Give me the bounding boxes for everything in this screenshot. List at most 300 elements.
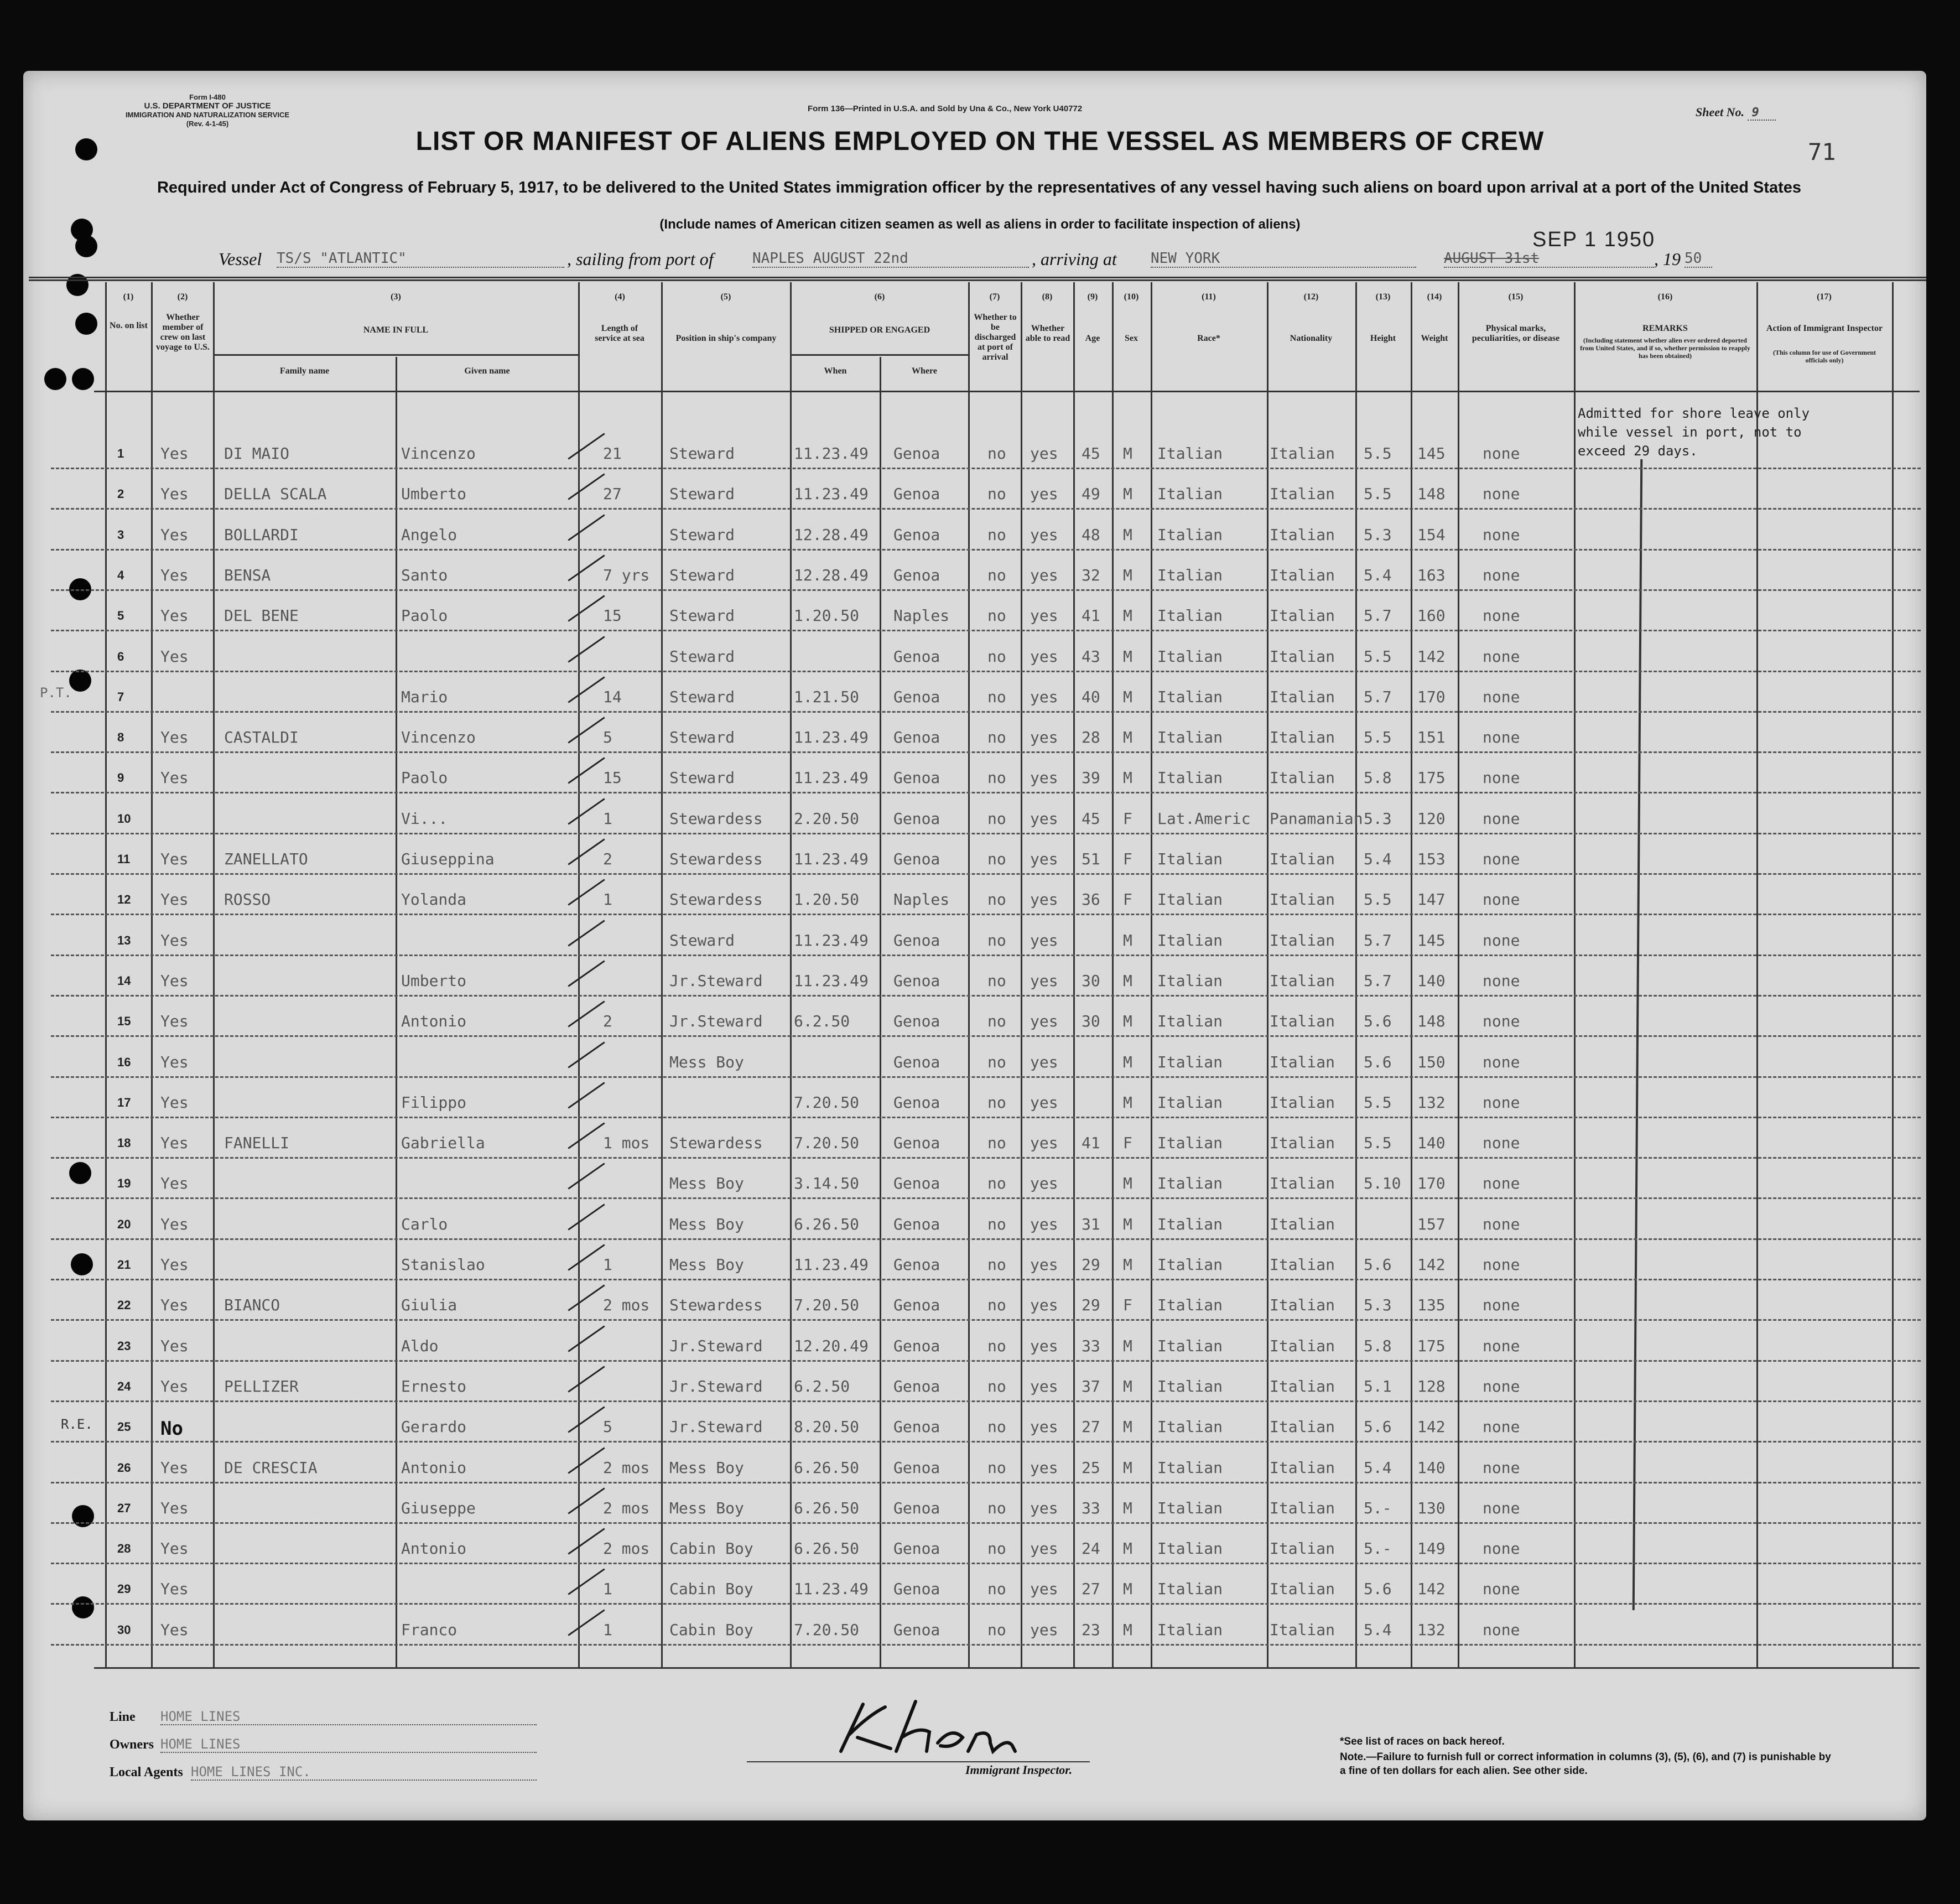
row-rule (51, 914, 1921, 915)
sex-cell: M (1123, 931, 1132, 950)
crew-cell: Yes (160, 566, 189, 584)
row-rule (51, 549, 1921, 551)
col-line (1355, 282, 1357, 1667)
col-num: (5) (720, 292, 731, 302)
row-number: 16 (117, 1055, 131, 1069)
form-id-line: (Rev. 4-1-45) (186, 120, 229, 128)
sex-cell: M (1123, 1498, 1132, 1517)
remarks-line: while vessel in port, not to (1578, 424, 1802, 440)
sex-cell: M (1123, 606, 1132, 625)
weight-cell: 153 (1417, 850, 1446, 868)
shipped-when-cell: 11.23.49 (794, 769, 869, 787)
marks-cell: none (1483, 1580, 1520, 1599)
row-number: 17 (117, 1095, 131, 1109)
sex-cell: M (1123, 1174, 1132, 1193)
race-cell: Italian (1157, 1012, 1223, 1031)
race-cell: Italian (1157, 728, 1223, 747)
shipped-where-cell: Genoa (893, 1134, 940, 1153)
service-cell: 1 (603, 1620, 612, 1639)
weight-cell: 170 (1417, 687, 1446, 706)
discharged-cell: no (987, 444, 1006, 463)
given-name-cell: Vi... (401, 809, 448, 828)
given-name-cell: Antonio (401, 1012, 467, 1031)
given-name-cell: Giuseppe (401, 1498, 476, 1517)
discharged-cell: no (987, 890, 1006, 909)
punch-hole (72, 1505, 94, 1527)
discharged-cell: no (987, 809, 1006, 828)
name-subheader-rule (215, 354, 579, 356)
sex-cell: M (1123, 1336, 1132, 1355)
age-cell: 24 (1082, 1539, 1100, 1558)
marks-cell: none (1483, 1134, 1520, 1153)
weight-cell: 148 (1417, 485, 1446, 504)
shipped-when-cell: 6.26.50 (794, 1539, 860, 1558)
age-cell: 45 (1082, 809, 1100, 828)
sex-cell: M (1123, 1215, 1132, 1233)
nationality-cell: Italian (1270, 769, 1335, 787)
vessel-name: TS/S "ATLANTIC" (277, 250, 564, 268)
weight-cell: 175 (1417, 769, 1446, 787)
sex-cell: M (1123, 728, 1132, 747)
form-id-line: IMMIGRATION AND NATURALIZATION SERVICE (125, 111, 290, 119)
weight-cell: 120 (1417, 809, 1446, 828)
service-cell: 1 (603, 1256, 612, 1274)
row-rule (51, 1522, 1921, 1524)
given-name-cell: Santo (401, 566, 448, 584)
row-rule (51, 671, 1921, 672)
col-header-height: Height (1370, 334, 1396, 343)
height-cell: 5.- (1364, 1539, 1392, 1558)
col-num: (14) (1427, 292, 1442, 302)
page-number: 71 (1808, 138, 1836, 165)
position-cell: Stewardess (669, 809, 763, 828)
crew-cell: Yes (160, 1215, 189, 1233)
nationality-cell: Italian (1270, 1134, 1335, 1153)
given-name-cell: Antonio (401, 1539, 467, 1558)
weight-cell: 140 (1417, 1134, 1446, 1153)
age-cell: 29 (1082, 1256, 1100, 1274)
age-cell: 29 (1082, 1296, 1100, 1315)
height-cell: 5.3 (1364, 809, 1392, 828)
shipped-where-cell: Genoa (893, 971, 940, 990)
position-cell: Steward (669, 566, 735, 584)
sheet-number: 9 (1748, 106, 1776, 121)
shipped-when-cell: 11.23.49 (794, 931, 869, 950)
height-cell: 5.10 (1364, 1174, 1401, 1193)
col-line (1458, 282, 1459, 1667)
marks-cell: none (1483, 1012, 1520, 1031)
discharged-cell: no (987, 525, 1006, 544)
read-cell: yes (1030, 809, 1058, 828)
nationality-cell: Italian (1270, 1620, 1335, 1639)
crew-cell: Yes (160, 485, 189, 504)
col-header-position: Position in ship's company (675, 334, 777, 343)
row-number: 19 (117, 1176, 131, 1191)
shipped-where-cell: Genoa (893, 1580, 940, 1599)
col-num: (9) (1087, 292, 1098, 302)
sex-cell: M (1123, 1377, 1132, 1395)
shipped-where-cell: Genoa (893, 485, 940, 504)
col-header-given: Given name (464, 366, 510, 376)
sex-cell: M (1123, 1620, 1132, 1639)
shipped-where-cell: Genoa (893, 809, 940, 828)
height-cell: 5.5 (1364, 890, 1392, 909)
crew-cell: Yes (160, 1539, 189, 1558)
family-name-cell: ROSSO (224, 890, 271, 909)
punch-hole (72, 1596, 94, 1618)
col-header-name: NAME IN FULL (363, 325, 429, 335)
row-rule (51, 468, 1921, 469)
given-name-cell: Giulia (401, 1296, 457, 1315)
marks-cell: none (1483, 1215, 1520, 1233)
age-cell: 40 (1082, 687, 1100, 706)
crew-cell: Yes (160, 1012, 189, 1031)
row-number: 22 (117, 1298, 131, 1312)
sheet-label (1696, 105, 1776, 120)
arriving-at: NEW YORK (1151, 250, 1416, 268)
marks-cell: none (1483, 606, 1520, 625)
crew-cell: Yes (160, 1296, 189, 1315)
marks-cell: none (1483, 809, 1520, 828)
position-cell: Mess Boy (669, 1052, 744, 1071)
sex-cell: F (1123, 1134, 1132, 1153)
shipped-where-cell: Genoa (893, 1458, 940, 1477)
row-number: 11 (117, 852, 131, 866)
discharged-cell: no (987, 1256, 1006, 1274)
position-cell: Jr.Steward (669, 1377, 763, 1395)
position-cell: Stewardess (669, 890, 763, 909)
height-cell: 5.- (1364, 1498, 1392, 1517)
discharged-cell: no (987, 931, 1006, 950)
read-cell: yes (1030, 606, 1058, 625)
shipped-when-cell: 11.23.49 (794, 971, 869, 990)
crew-cell: Yes (160, 1336, 189, 1355)
remarks-line: exceed 29 days. (1578, 443, 1698, 459)
read-cell: yes (1030, 1539, 1058, 1558)
col-header-nationality: Nationality (1290, 334, 1333, 343)
shipped-when-cell: 7.20.50 (794, 1134, 860, 1153)
inspector-label: Immigrant Inspector. (965, 1763, 1073, 1777)
row-number: 24 (117, 1379, 131, 1393)
marks-cell: none (1483, 1539, 1520, 1558)
given-name-cell: Aldo (401, 1336, 439, 1355)
shipped-when-cell: 1.20.50 (794, 890, 860, 909)
row-rule (51, 508, 1921, 510)
weight-cell: 142 (1417, 647, 1446, 666)
age-cell: 28 (1082, 728, 1100, 747)
row-number: 2 (117, 487, 124, 501)
row-rule (51, 1360, 1921, 1362)
marks-cell: none (1483, 890, 1520, 909)
sex-cell: F (1123, 809, 1132, 828)
family-name-cell: BENSA (224, 566, 271, 584)
col-header-weight: Weight (1421, 334, 1448, 343)
service-cell: 1 (603, 809, 612, 828)
shipped-when-cell: 12.28.49 (794, 566, 869, 584)
row-rule (51, 589, 1921, 591)
row-number: 7 (117, 689, 124, 704)
weight-cell: 170 (1417, 1174, 1446, 1193)
nationality-cell: Italian (1270, 1012, 1335, 1031)
nationality-cell: Italian (1270, 1498, 1335, 1517)
race-cell: Italian (1157, 1256, 1223, 1274)
row-rule (51, 1319, 1921, 1321)
line-value: HOME LINES (160, 1709, 537, 1725)
sailing-from: NAPLES AUGUST 22nd (752, 250, 1029, 268)
read-cell: yes (1030, 1296, 1058, 1315)
age-cell: 37 (1082, 1377, 1100, 1395)
shipped-when-cell: 11.23.49 (794, 1256, 869, 1274)
col-line (1892, 282, 1894, 1667)
given-name-cell: Filippo (401, 1093, 467, 1112)
row-rule (51, 792, 1921, 793)
race-cell: Italian (1157, 647, 1223, 666)
family-name-cell: BIANCO (224, 1296, 280, 1315)
row-number: 14 (117, 973, 131, 988)
height-cell: 5.7 (1364, 606, 1392, 625)
position-cell: Cabin Boy (669, 1539, 753, 1558)
vessel-label: Vessel (219, 249, 262, 269)
punch-hole (72, 368, 94, 390)
owners-value: HOME LINES (160, 1736, 537, 1753)
col-header-when: When (824, 366, 847, 376)
row-rule (51, 954, 1921, 956)
read-cell: yes (1030, 1256, 1058, 1274)
given-name-cell: Carlo (401, 1215, 448, 1233)
col-header-shipped: SHIPPED OR ENGAGED (829, 325, 930, 335)
shipped-when-cell: 12.28.49 (794, 525, 869, 544)
printer-line: Form 136—Printed in U.S.A. and Sold by Una & Co., New York U40772 (808, 104, 1083, 113)
col-line (1411, 282, 1412, 1667)
row-number: 12 (117, 893, 131, 907)
age-cell: 41 (1082, 1134, 1100, 1153)
col-num: (7) (989, 292, 1000, 302)
discharged-cell: no (987, 1093, 1006, 1112)
col-header-read: Whether able to read (1025, 324, 1070, 343)
row-rule (51, 1441, 1921, 1443)
col-num: (12) (1303, 292, 1319, 302)
position-cell: Stewardess (669, 1296, 763, 1315)
col-num: (16) (1657, 292, 1673, 302)
row-number: 10 (117, 811, 131, 826)
read-cell: yes (1030, 525, 1058, 544)
read-cell: yes (1030, 1215, 1058, 1233)
marks-cell: none (1483, 1093, 1520, 1112)
crew-cell: Yes (160, 850, 189, 868)
col-header-where: Where (912, 366, 937, 376)
col-num: (3) (391, 292, 401, 302)
row-rule (51, 1197, 1921, 1199)
race-cell: Italian (1157, 606, 1223, 625)
service-cell: 2 (603, 1012, 612, 1031)
height-cell: 5.4 (1364, 1620, 1392, 1639)
height-cell: 5.5 (1364, 485, 1392, 504)
nationality-cell: Italian (1270, 647, 1335, 666)
page-subtitle: Required under Act of Congress of February 5, 1917, to be delivered to the United States immigration officer by the representatives of any vessel having such aliens on board upon arrival at a port of the United States (157, 179, 1802, 196)
nationality-cell: Italian (1270, 890, 1335, 909)
read-cell: yes (1030, 687, 1058, 706)
nationality-cell: Italian (1270, 525, 1335, 544)
punch-hole (44, 368, 66, 390)
service-cell: 14 (603, 687, 622, 706)
height-cell: 5.5 (1364, 1134, 1392, 1153)
weight-cell: 132 (1417, 1093, 1446, 1112)
nationality-cell: Italian (1270, 931, 1335, 950)
shipped-where-cell: Genoa (893, 1620, 940, 1639)
marks-cell: none (1483, 566, 1520, 584)
race-cell: Italian (1157, 1620, 1223, 1639)
row-rule (51, 1117, 1921, 1118)
marks-cell: none (1483, 1052, 1520, 1071)
age-cell: 30 (1082, 1012, 1100, 1031)
position-cell: Steward (669, 647, 735, 666)
table-bottom-rule (94, 1667, 1920, 1669)
sex-cell: M (1123, 769, 1132, 787)
height-cell: 5.5 (1364, 1093, 1392, 1112)
given-name-cell: Yolanda (401, 890, 467, 909)
note-label: Note. (1340, 1751, 1366, 1763)
discharged-cell: no (987, 1498, 1006, 1517)
discharged-cell: no (987, 728, 1006, 747)
position-cell: Jr.Steward (669, 1336, 763, 1355)
punch-hole (75, 313, 97, 335)
read-cell: yes (1030, 1418, 1058, 1436)
table-top-rule (29, 279, 1926, 281)
age-cell: 41 (1082, 606, 1100, 625)
col-line (968, 282, 970, 1667)
race-cell: Italian (1157, 971, 1223, 990)
remarks-note (1578, 404, 1810, 460)
read-cell: yes (1030, 1336, 1058, 1355)
col-header-family: Family name (279, 366, 330, 376)
row-number: 3 (117, 527, 124, 542)
col-header-inspector-note: (This column for use of Government officials only) (1772, 349, 1876, 364)
shipped-when-cell: 8.20.50 (794, 1418, 860, 1436)
marks-cell: none (1483, 647, 1520, 666)
age-cell: 27 (1082, 1418, 1100, 1436)
discharged-cell: no (987, 1336, 1006, 1355)
age-cell: 45 (1082, 444, 1100, 463)
family-name-cell: FANELLI (224, 1134, 290, 1153)
form-id-block (102, 93, 313, 128)
service-cell: 5 (603, 728, 612, 747)
punch-hole (69, 670, 91, 692)
row-number: 26 (117, 1460, 131, 1475)
discharged-cell: no (987, 1539, 1006, 1558)
family-name-cell: CASTALDI (224, 728, 299, 747)
given-name-cell: Franco (401, 1620, 457, 1639)
row-number: 6 (117, 649, 124, 663)
marks-cell: none (1483, 971, 1520, 990)
shipped-where-cell: Genoa (893, 444, 940, 463)
col-line (1756, 282, 1758, 1667)
discharged-cell: no (987, 850, 1006, 868)
agents-label: Local Agents (110, 1765, 183, 1780)
col-header-remarks-note: (Including statement whether alien ever ordered deported from United States, and if so, whether permission to reapply has been obtained) (1580, 336, 1750, 360)
margin-mark: P.T. (40, 685, 72, 701)
race-cell: Italian (1157, 1539, 1223, 1558)
read-cell: yes (1030, 728, 1058, 747)
position-cell: Steward (669, 687, 735, 706)
marks-cell: none (1483, 1458, 1520, 1477)
nationality-cell: Italian (1270, 850, 1335, 868)
row-number: 21 (117, 1258, 131, 1272)
shipped-where-cell: Genoa (893, 1215, 940, 1233)
nationality-cell: Italian (1270, 1174, 1335, 1193)
position-cell: Mess Boy (669, 1256, 744, 1274)
discharged-cell: no (987, 1134, 1006, 1153)
crew-cell: No (160, 1418, 183, 1440)
position-cell: Cabin Boy (669, 1580, 753, 1599)
row-number: 23 (117, 1338, 131, 1353)
shipped-where-cell: Genoa (893, 647, 940, 666)
col-line (105, 282, 107, 1667)
height-cell: 5.4 (1364, 850, 1392, 868)
nationality-cell: Italian (1270, 1296, 1335, 1315)
crew-cell: Yes (160, 971, 189, 990)
position-cell: Stewardess (669, 850, 763, 868)
col-header-remarks: REMARKS (1642, 324, 1688, 333)
race-cell: Italian (1157, 525, 1223, 544)
sex-cell: M (1123, 1539, 1132, 1558)
service-cell: 1 mos (603, 1134, 650, 1153)
position-cell: Steward (669, 606, 735, 625)
shipped-where-cell: Naples (893, 606, 950, 625)
shipped-where-cell: Genoa (893, 850, 940, 868)
shipped-where-cell: Genoa (893, 1539, 940, 1558)
punch-hole (69, 1162, 91, 1184)
col-num: (11) (1202, 292, 1216, 302)
row-rule (51, 1035, 1921, 1037)
position-cell: Mess Boy (669, 1174, 744, 1193)
read-cell: yes (1030, 890, 1058, 909)
discharged-cell: no (987, 606, 1006, 625)
row-rule (51, 1157, 1921, 1159)
sheet-label-text: Sheet No. (1696, 105, 1744, 119)
row-number: 1 (117, 447, 124, 460)
service-cell: 21 (603, 444, 622, 463)
weight-cell: 145 (1417, 444, 1446, 463)
given-name-cell: Vincenzo (401, 728, 476, 747)
shipped-when-cell: 7.20.50 (794, 1296, 860, 1315)
sex-cell: M (1123, 566, 1132, 584)
row-number: 8 (117, 730, 124, 745)
crew-cell: Yes (160, 769, 189, 787)
age-cell: 32 (1082, 566, 1100, 584)
position-cell: Mess Boy (669, 1215, 744, 1233)
shipped-where-cell: Genoa (893, 728, 940, 747)
col-num: (4) (615, 292, 625, 302)
family-name-cell: DELLA SCALA (224, 485, 327, 504)
height-cell: 5.6 (1364, 1580, 1392, 1599)
shipped-where-cell: Genoa (893, 1012, 940, 1031)
year-value: 50 (1685, 250, 1712, 268)
nationality-cell: Italian (1270, 1418, 1335, 1436)
sex-cell: F (1123, 1296, 1132, 1315)
shipped-when-cell: 11.23.49 (794, 850, 869, 868)
sex-cell: M (1123, 1093, 1132, 1112)
weight-cell: 132 (1417, 1620, 1446, 1639)
service-cell: 2 mos (603, 1539, 650, 1558)
position-cell: Mess Boy (669, 1458, 744, 1477)
col-header-race: Race* (1197, 334, 1220, 343)
marks-cell: none (1483, 1620, 1520, 1639)
service-cell: 1 (603, 1580, 612, 1599)
weight-cell: 145 (1417, 931, 1446, 950)
read-cell: yes (1030, 647, 1058, 666)
nationality-cell: Italian (1270, 687, 1335, 706)
family-name-cell: DEL BENE (224, 606, 299, 625)
